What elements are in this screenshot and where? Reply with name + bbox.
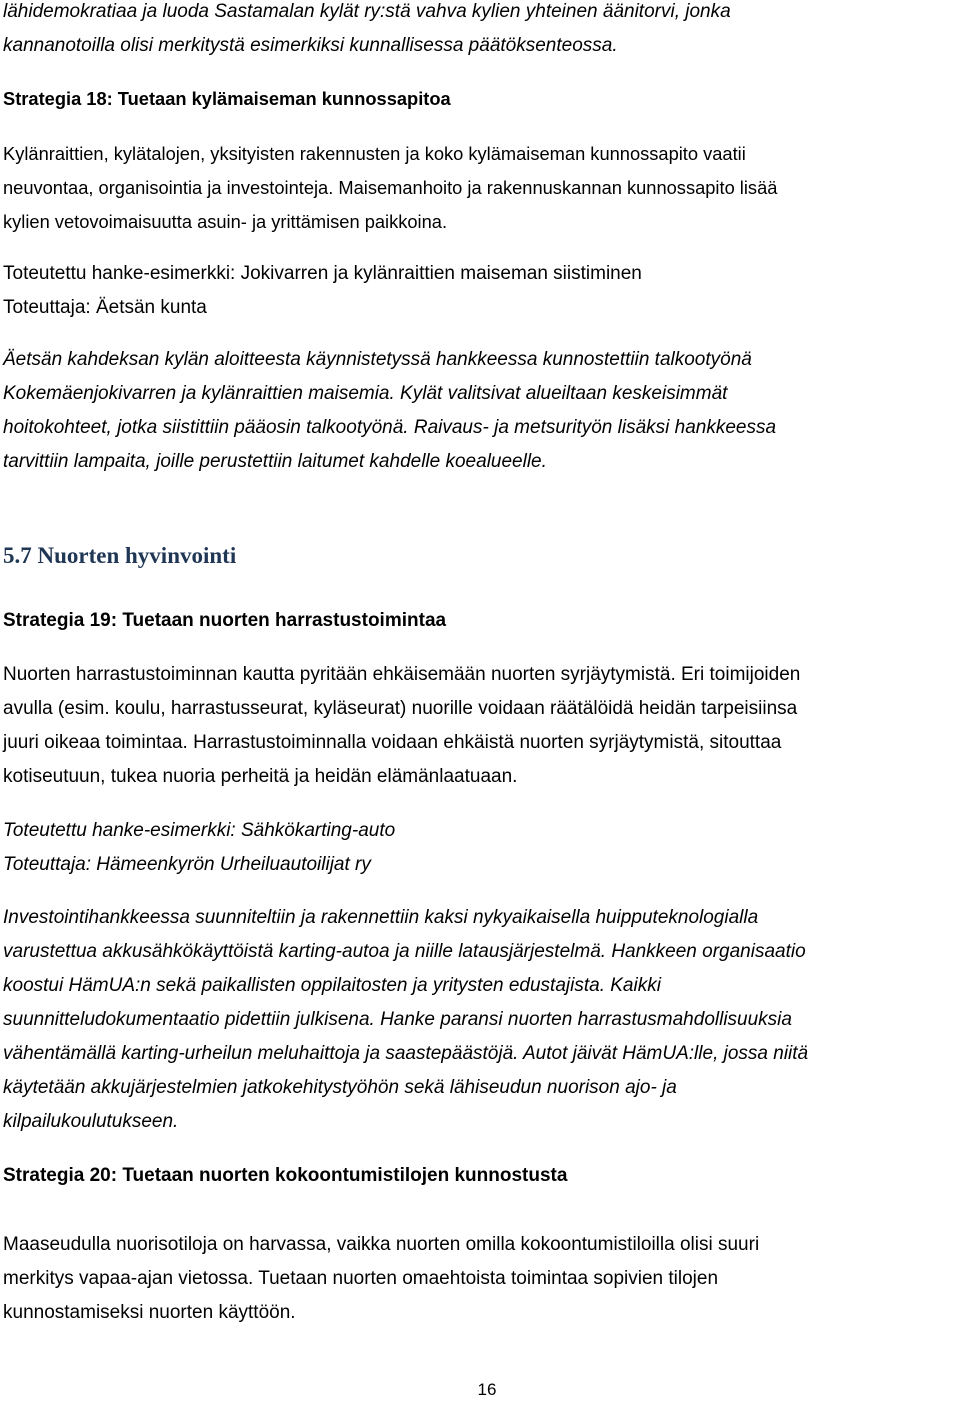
text-line: kotiseutuun, tukea nuoria perheitä ja heidän elämänlaatuaan. [3, 766, 518, 787]
text-line: suunnitteludokumentaatio pidettiin julkisena. Hanke paransi nuorten harrastusmahdollisuuksia [3, 1009, 792, 1030]
page-number: 16 [477, 1380, 497, 1399]
text-line: neuvontaa, organisointia ja investointeja. Maisemanhoito ja rakennuskannan kunnossapito lisää [3, 177, 778, 198]
example-label: Toteutettu hanke-esimerkki: Jokivarren ja kylänraittien maiseman siistiminen [3, 263, 642, 284]
text-line: Kokemäenjokivarren ja kylänraittien maisemia. Kylät valitsivat alueiltaan keskeisimmät [3, 383, 728, 404]
text-line: vähentämällä karting-urheilun meluhaittoja ja saastepäästöjä. Autot jäivät HämUA:lle, jossa niitä [3, 1043, 809, 1064]
text-line: Nuorten harrastustoiminnan kautta pyritään ehkäisemään nuorten syrjäytymistä. Eri toimijoiden [3, 664, 801, 685]
text-line: lähidemokratiaa ja luoda Sastamalan kylät ry:stä vahva kylien yhteinen äänitorvi, jonka [3, 1, 731, 22]
strategy-18-heading: Strategia 18: Tuetaan kylämaiseman kunnossapitoa [3, 88, 451, 109]
strategy-18-body [3, 137, 955, 239]
strategy-18-example-text [3, 343, 955, 479]
text-line: varustettua akkusähkökäyttöistä karting-autoa ja niille latausjärjestelmä. Hankkeen organisaatio [3, 941, 806, 962]
intro-paragraph [3, 0, 955, 63]
strategy-19-heading: Strategia 19: Tuetaan nuorten harrastustoimintaa [3, 610, 447, 631]
text-line: juuri oikeaa toimintaa. Harrastustoiminnalla voidaan ehkäistä nuorten syrjäytymistä, sitouttaa [3, 732, 782, 753]
strategy-19-example-meta [3, 814, 955, 882]
text-line: tarvittiin lampaita, joille perustettiin laitumet kahdelle koealueelle. [3, 451, 547, 472]
text-line: käytetään akkujärjestelmien jatkokehitystyöhön sekä lähiseudun nuorison ajo- ja [3, 1077, 677, 1098]
text-line: Investointihankkeessa suunniteltiin ja rakennettiin kaksi nykyaikaisella huipputeknologialla [3, 907, 759, 928]
example-label: Toteutettu hanke-esimerkki: Sähkökarting-auto [3, 820, 396, 841]
text-line: kunnostamiseksi nuorten käyttöön. [3, 1302, 296, 1323]
text-line: Äetsän kahdeksan kylän aloitteesta käynnistetyssä hankkeessa kunnostettiin talkootyönä [3, 349, 752, 370]
text-line: kilpailukoulutukseen. [3, 1111, 179, 1132]
implementer-label: Toteuttaja: Äetsän kunta [3, 297, 207, 318]
text-line: kylien vetovoimaisuutta asuin- ja yrittämisen paikkoina. [3, 211, 448, 232]
text-line: Kylänraittien, kylätalojen, yksityisten rakennusten ja koko kylämaiseman kunnossapito vaatii [3, 143, 746, 164]
text-line: Maaseudulla nuorisotiloja on harvassa, vaikka nuorten omilla kokoontumistiloilla olisi suuri [3, 1234, 760, 1255]
text-line: avulla (esim. koulu, harrastusseurat, kyläseurat) nuorille voidaan räätälöidä heidän tarpeisiinsa [3, 698, 798, 719]
text-line: koostui HämUA:n sekä paikallisten oppilaitosten ja yritysten edustajista. Kaikki [3, 975, 661, 996]
strategy-20-body [3, 1228, 955, 1330]
text-line: kannanotoilla olisi merkitystä esimerkiksi kunnallisessa päätöksenteossa. [3, 35, 618, 56]
strategy-20-heading: Strategia 20: Tuetaan nuorten kokoontumistilojen kunnostusta [3, 1165, 568, 1186]
implementer-label: Toteuttaja: Hämeenkyrön Urheiluautoilijat ry [3, 854, 371, 875]
section-heading: 5.7 Nuorten hyvinvointi [3, 543, 237, 568]
strategy-18-example-meta [3, 257, 955, 325]
text-line: hoitokohteet, jotka siistittiin pääosin talkootyönä. Raivaus- ja metsurityön lisäksi hankkeessa [3, 417, 777, 438]
strategy-19-body [3, 658, 955, 794]
strategy-19-example-text [3, 901, 955, 1139]
text-line: merkitys vapaa-ajan vietossa. Tuetaan nuorten omaehtoista toimintaa sopivien tilojen [3, 1268, 719, 1289]
